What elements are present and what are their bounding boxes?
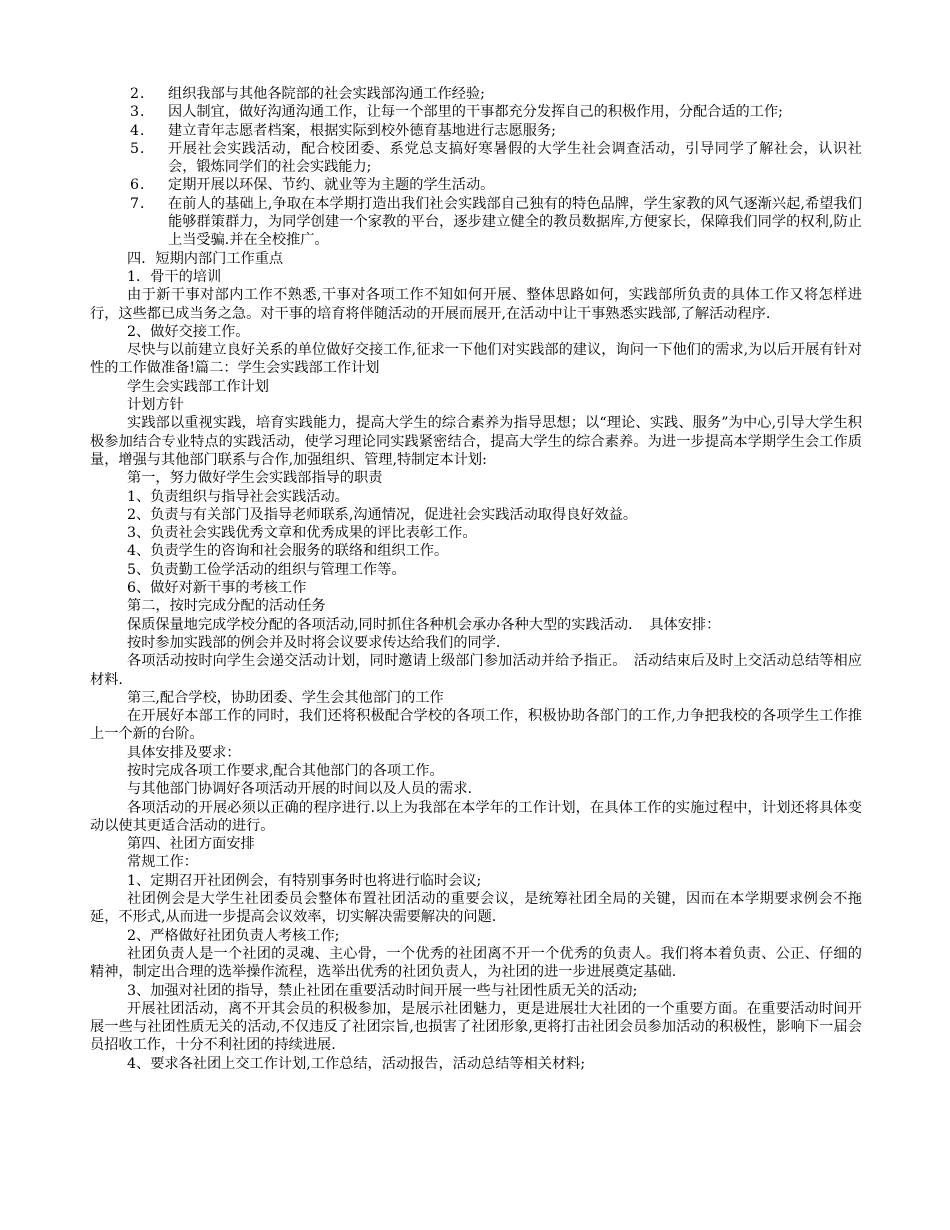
list-item-text: 开展社会实践活动，配合校团委、系党总支搞好寒暑假的大学生社会调查活动，引导同学了解社会，认识社会，锻炼同学们的社会实践能力; xyxy=(168,140,862,176)
document-body xyxy=(90,85,862,1073)
section-heading: 第一，努力做好学生会实践部指导的职责 xyxy=(127,470,383,487)
paragraph: 具体安排及要求： xyxy=(127,744,241,761)
list-item-number: 7． xyxy=(130,195,156,212)
list-item xyxy=(90,85,862,103)
list-item-number: 6． xyxy=(130,177,156,194)
paragraph: 常规工作： xyxy=(127,854,198,871)
paragraph: 在开展好本部工作的同时，我们还将积极配合学校的各项工作，积极协助各部门的工作,力争把我校的各项学生工作推上一个新的台阶。 xyxy=(90,708,862,743)
subsection-heading: 1．骨干的培训 xyxy=(127,268,222,285)
paragraph: 保质保量地完成学校分配的各项活动,同时抓住各种机会承办各种大型的实践活动． 具体安排： xyxy=(127,616,721,633)
paragraph: 3、负责社会实践优秀文章和优秀成果的评比表彰工作。 xyxy=(127,525,477,542)
list-item xyxy=(90,176,862,194)
paragraph: 4、要求各社团上交工作计划,工作总结，活动报告，活动总结等相关材料; xyxy=(127,1055,586,1072)
list-item xyxy=(90,195,862,250)
list-item-number: 5． xyxy=(130,140,156,157)
document-title: 学生会实践部工作计划 xyxy=(127,378,269,395)
paragraph: 社团负责人是一个社团的灵魂、主心骨，一个优秀的社团离不开一个优秀的负责人。我们将本着负责、公正、仔细的精神，制定出合理的选举操作流程，选举出优秀的社团负责人，为社团的进一步进展奠定基础. xyxy=(90,945,862,981)
list-item-text: 建立青年志愿者档案，根据实际到校外德育基地进行志愿服务; xyxy=(168,122,556,139)
paragraph: 社团例会是大学生社团委员会整体布置社团活动的重要会议，是统筹社团全局的关键，因而在本学期要求例会不拖延，不形式,从而进一步提高会议效率，切实解决需要解决的问题. xyxy=(90,891,862,926)
paragraph: 由于新干事对部内工作不熟悉,干事对各项工作不知如何开展、整体思路如何，实践部所负责的具体工作又将怎样进行，这些都已成当务之急。对干事的培育将伴随活动的开展而展开,在活动中让干事熟悉实践部,了解活动程序. xyxy=(90,287,862,322)
paragraph: 与其他部门协调好各项活动开展的时间以及人员的需求. xyxy=(127,781,473,798)
numbered-list xyxy=(90,85,862,250)
section-heading: 第四、社团方面安排 xyxy=(127,836,255,853)
paragraph: 开展社团活动，离不开其会员的积极参加，是展示社团魅力，更是进展壮大社团的一个重要方面。在重要活动时间开展一些与社团性质无关的活动,不仅违反了社团宗旨,也损害了社团形象,更将打击社团会员参加活动的积极性，影响下一届会员招收工作，十分不利社团的持续进展. xyxy=(90,1000,862,1054)
section-heading: 第二，按时完成分配的活动任务 xyxy=(127,598,326,615)
list-item-text: 在前人的基础上,争取在本学期打造出我们社会实践部自己独有的特色品牌，学生家教的风气逐渐兴起,希望我们能够群策群力，为同学创建一个家教的平台，逐步建立健全的教员数据库,方便家长，保障我们同学的权利,防止上当受骗.并在全校推广。 xyxy=(168,195,862,249)
paragraph: 4、负责学生的咨询和社会服务的联络和组织工作。 xyxy=(127,543,449,560)
paragraph: 按时参加实践部的例会并及时将会议要求传达给我们的同学. xyxy=(127,634,501,651)
paragraph: 1、负责组织与指导社会实践活动。 xyxy=(127,488,349,505)
paragraph: 按时完成各项工作要求,配合其他部门的各项工作。 xyxy=(127,762,444,779)
section-heading: 计划方针 xyxy=(127,397,184,414)
paragraph: 实践部以重视实践，培育实践能力，提高大学生的综合素养为指导思想；以“理论、实践、服务”为中心,引导大学生积极参加结合专业特点的实践活动，使学习理论同实践紧密结合，提高大学生的综合素养。为进一步提高本学期学生会工作质量，增强与其他部门联系与合作,加强组织、管理,特制定本计划: xyxy=(90,415,862,468)
paragraph: 2、负责与有关部门及指导老师联系,沟通情况，促进社会实践活动取得良好效益。 xyxy=(127,506,638,523)
section-heading: 四．短期内部门工作重点 xyxy=(127,250,284,267)
list-item xyxy=(90,103,862,121)
subsection-heading: 2、做好交接工作。 xyxy=(127,323,250,340)
list-item-number: 3． xyxy=(130,104,156,121)
paragraph: 6、做好对新干事的考核工作 xyxy=(127,580,307,597)
paragraph: 各项活动的开展必须以正确的程序进行.以上为我部在本学年的工作计划，在具体工作的实施过程中，计划还将具体变动以使其更适合活动的进行。 xyxy=(90,799,862,834)
paragraph: 3、加强对社团的指导，禁止社团在重要活动时间开展一些与社团性质无关的活动; xyxy=(127,982,638,999)
list-item-number: 2． xyxy=(130,86,156,102)
list-item-text: 定期开展以环保、节约、就业等为主题的学生活动。 xyxy=(168,177,495,194)
list-item xyxy=(90,140,862,177)
list-item-text: 因人制宜，做好沟通沟通工作，让每一个部里的干事都充分发挥自己的积极作用，分配合适的工作; xyxy=(168,104,783,121)
paragraph: 各项活动按时向学生会递交活动计划，同时邀请上级部门参加活动并给予指正。 活动结束后及时上交活动总结等相应材料. xyxy=(90,653,862,688)
section-heading: 第三,配合学校，协助团委、学生会其他部门的工作 xyxy=(127,689,444,706)
list-item-number: 4． xyxy=(130,122,156,139)
paragraph: 尽快与以前建立良好关系的单位做好交接工作,征求一下他们对实践部的建议，询问一下他们的需求,为以后开展有针对性的工作做准备!篇二：学生会实践部工作计划 xyxy=(90,342,862,377)
list-item xyxy=(90,122,862,140)
list-item-text: 组织我部与其他各院部的社会实践部沟通工作经验; xyxy=(168,86,485,102)
paragraph: 5、负责勤工俭学活动的组织与管理工作等。 xyxy=(127,561,406,578)
paragraph: 1、定期召开社团例会，有特别事务时也将进行临时会议; xyxy=(127,872,482,889)
paragraph: 2、严格做好社团负责人考核工作; xyxy=(127,927,340,944)
